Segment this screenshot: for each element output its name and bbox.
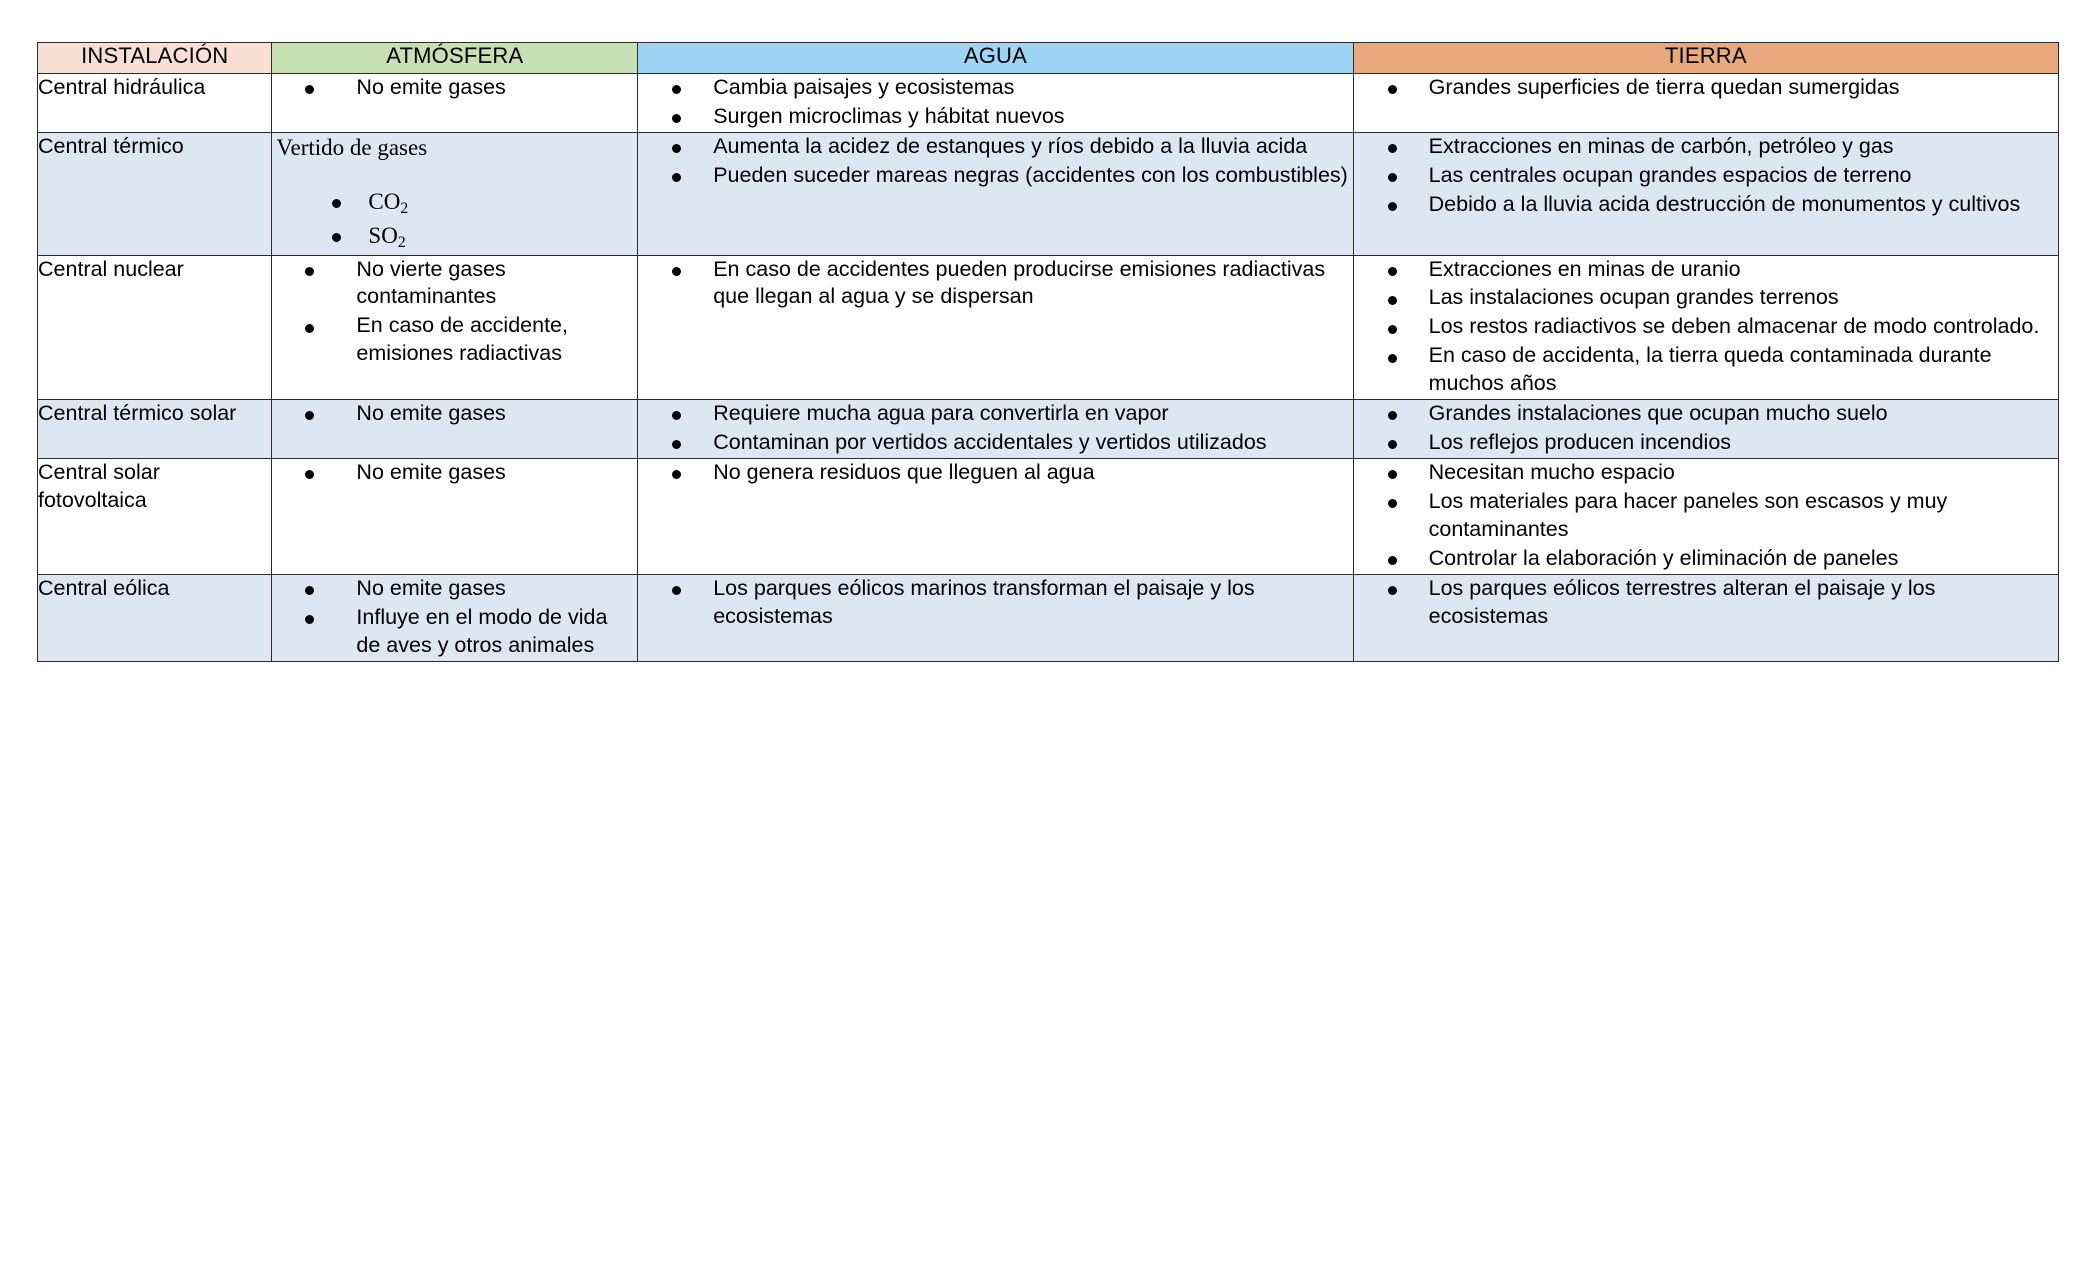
bullet-item: No vierte gases contaminantes: [272, 256, 637, 312]
cell-agua: [638, 459, 1353, 575]
cell-agua: [638, 400, 1353, 459]
bullet-list: [1354, 575, 2058, 631]
bullet-list: [638, 74, 1352, 131]
bullet-list: [638, 133, 1352, 190]
atmosfera-lead-text: Vertido de gases: [276, 134, 428, 160]
bullet-list: [272, 459, 637, 487]
bullet-list: [638, 459, 1352, 487]
bullet-list: [1354, 459, 2058, 573]
cell-instalacion: Central térmico: [38, 132, 272, 255]
header-row: [38, 43, 2059, 74]
bullet-list: [272, 74, 637, 102]
bullet-item: Los parques eólicos marinos transforman el paisaje y los ecosistemas: [638, 575, 1352, 631]
cell-tierra: [1353, 74, 2058, 133]
bullet-item: Los reflejos producen incendios: [1354, 429, 2058, 457]
bullet-item: En caso de accidenta, la tierra queda contaminada durante muchos años: [1354, 342, 2058, 398]
cell-tierra: [1353, 400, 2058, 459]
table-row: [38, 459, 2059, 575]
table-row: [38, 132, 2059, 255]
bullet-item: Pueden suceder mareas negras (accidentes con los combustibles): [638, 162, 1352, 190]
cell-atmosfera: [272, 74, 638, 133]
gas-bullet-item: $SO_2$: [272, 221, 637, 251]
bullet-item: Requiere mucha agua para convertirla en vapor: [638, 400, 1352, 428]
cell-agua: [638, 574, 1353, 661]
cell-agua: [638, 132, 1353, 255]
cell-agua: [638, 255, 1353, 400]
bullet-item: Grandes instalaciones que ocupan mucho suelo: [1354, 400, 2058, 428]
cell-instalacion: Central hidráulica: [38, 74, 272, 133]
bullet-list: [1354, 400, 2058, 457]
bullet-item: Extracciones en minas de carbón, petróleo y gas: [1354, 133, 2058, 161]
bullet-item: Los parques eólicos terrestres alteran el paisaje y los ecosistemas: [1354, 575, 2058, 631]
environmental-impact-table: [37, 42, 2059, 662]
cell-atmosfera: [272, 255, 638, 400]
column-header-agua: AGUA: [638, 43, 1353, 74]
cell-instalacion: Central térmico solar: [38, 400, 272, 459]
bullet-list: [1354, 133, 2058, 219]
bullet-item: En caso de accidentes pueden producirse emisiones radiactivas que llegan al agua y se dispersan: [638, 256, 1352, 312]
bullet-list: [272, 575, 637, 660]
table-row: [38, 74, 2059, 133]
cell-tierra: [1353, 132, 2058, 255]
cell-tierra: [1353, 459, 2058, 575]
gas-bullet-list: [272, 187, 637, 251]
table-row: [38, 400, 2059, 459]
bullet-list: [272, 400, 637, 428]
cell-instalacion: Central solar fotovoltaica: [38, 459, 272, 575]
bullet-item: En caso de accidente, emisiones radiactivas: [272, 312, 637, 368]
gas-bullet-item: $CO_2$: [272, 187, 637, 217]
bullet-item: Surgen microclimas y hábitat nuevos: [638, 103, 1352, 131]
cell-instalacion: Central nuclear: [38, 255, 272, 400]
table-header: [38, 43, 2059, 74]
bullet-item: Los restos radiactivos se deben almacenar de modo controlado.: [1354, 313, 2058, 341]
bullet-list: [638, 400, 1352, 457]
cell-atmosfera: [272, 574, 638, 661]
bullet-item: Controlar la elaboración y eliminación de paneles: [1354, 545, 2058, 573]
bullet-item: No emite gases: [272, 400, 637, 428]
bullet-list: [1354, 256, 2058, 399]
bullet-item: Las instalaciones ocupan grandes terrenos: [1354, 284, 2058, 312]
bullet-item: No genera residuos que lleguen al agua: [638, 459, 1352, 487]
column-header-tierra: TIERRA: [1353, 43, 2058, 74]
bullet-item: Debido a la lluvia acida destrucción de monumentos y cultivos: [1354, 191, 2058, 219]
serif-gas-block: [272, 133, 637, 251]
cell-atmosfera: [272, 459, 638, 575]
cell-tierra: [1353, 574, 2058, 661]
bullet-item: Contaminan por vertidos accidentales y vertidos utilizados: [638, 429, 1352, 457]
table-body: [38, 74, 2059, 662]
cell-agua: [638, 74, 1353, 133]
column-header-atmosfera: ATMÓSFERA: [272, 43, 638, 74]
bullet-item: Cambia paisajes y ecosistemas: [638, 74, 1352, 102]
bullet-item: Extracciones en minas de uranio: [1354, 256, 2058, 284]
cell-atmosfera: [272, 132, 638, 255]
bullet-item: Influye en el modo de vida de aves y otros animales: [272, 604, 637, 660]
bullet-list: [638, 256, 1352, 312]
bullet-item: Grandes superficies de tierra quedan sumergidas: [1354, 74, 2058, 102]
bullet-item: No emite gases: [272, 459, 637, 487]
bullet-list: [1354, 74, 2058, 102]
bullet-item: No emite gases: [272, 575, 637, 603]
column-header-instalacion: INSTALACIÓN: [38, 43, 272, 74]
bullet-item: Las centrales ocupan grandes espacios de terreno: [1354, 162, 2058, 190]
table-row: [38, 574, 2059, 661]
bullet-list: [272, 256, 637, 369]
cell-atmosfera: [272, 400, 638, 459]
bullet-item: No emite gases: [272, 74, 637, 102]
bullet-item: Aumenta la acidez de estanques y ríos debido a la lluvia acida: [638, 133, 1352, 161]
bullet-item: Los materiales para hacer paneles son escasos y muy contaminantes: [1354, 488, 2058, 544]
cell-instalacion: Central eólica: [38, 574, 272, 661]
table-row: [38, 255, 2059, 400]
bullet-list: [638, 575, 1352, 631]
cell-tierra: [1353, 255, 2058, 400]
bullet-item: Necesitan mucho espacio: [1354, 459, 2058, 487]
